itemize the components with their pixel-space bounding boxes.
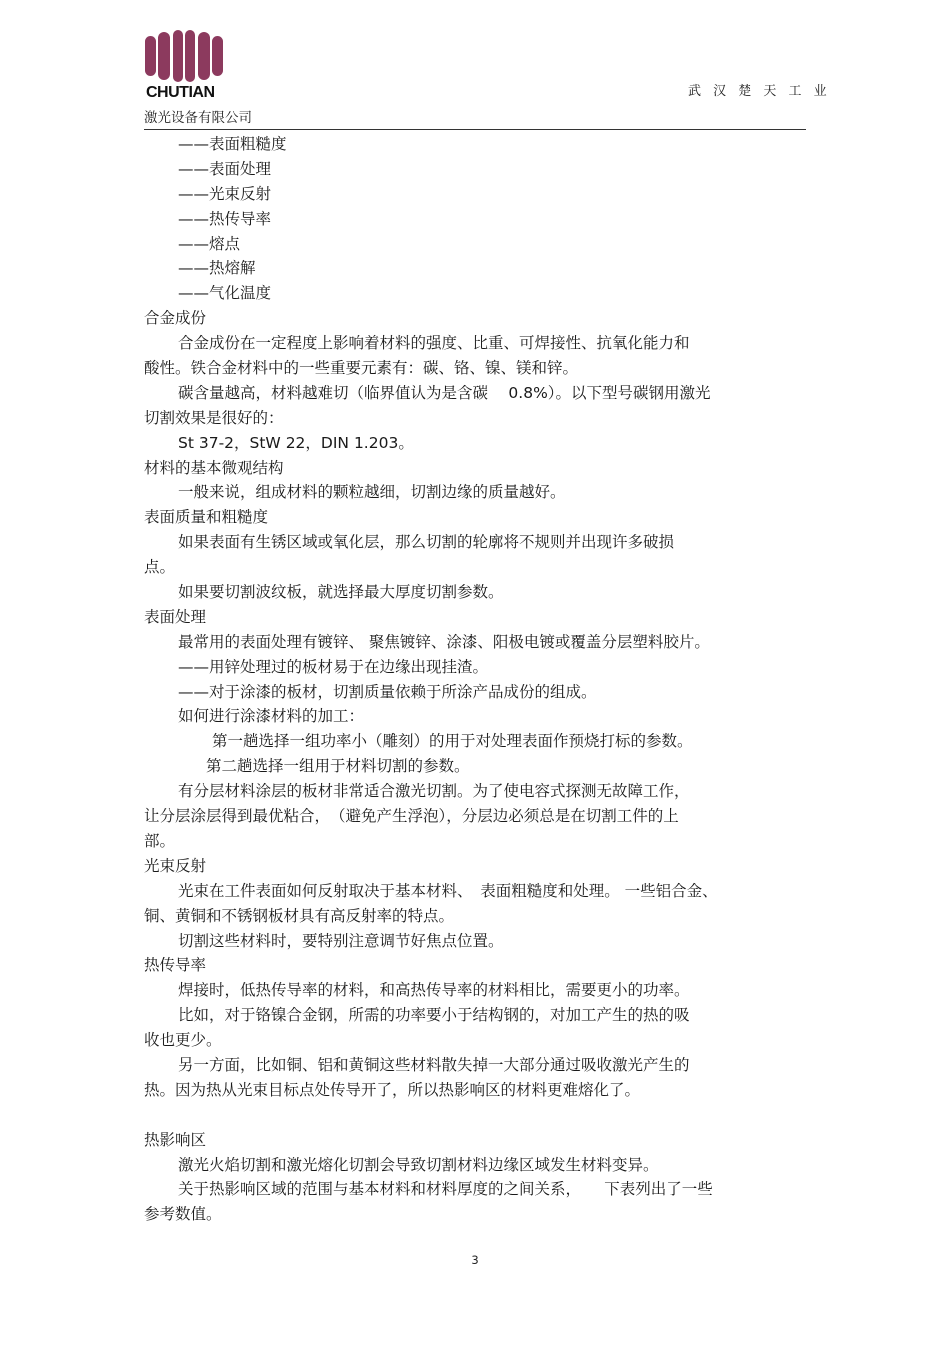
paragraph-line: 合金成份在一定程度上影响着材料的强度、比重、可焊接性、抗氧化能力和 — [178, 334, 690, 353]
chutian-logo — [144, 30, 224, 84]
paragraph-line: 第一趟选择一组功率小（雕刻）的用于对处理表面作预烧打标的参数。 — [212, 732, 693, 751]
paragraph-line: 如果表面有生锈区域或氧化层，那么切割的轮廓将不规则并出现许多破损 — [178, 533, 675, 552]
paragraph-line: 收也更少。 — [144, 1031, 222, 1050]
paragraph-line: 铜、黄铜和不锈钢板材具有高反射率的特点。 — [144, 906, 455, 925]
paragraph-line: 关于热影响区域的范围与基本材料和材料厚度的之间关系， 下表列出了一些 — [178, 1180, 713, 1199]
logo-mark-icon — [144, 30, 224, 84]
list-item: ——对于涂漆的板材，切割质量依赖于所涂产品成份的组成。 — [178, 682, 597, 701]
section-heading: 热影响区 — [144, 1130, 207, 1149]
blank-line — [144, 1103, 809, 1128]
page-number: 3 — [471, 1253, 479, 1267]
list-item: ——用锌处理过的板材易于在边缘出现挂渣。 — [178, 657, 489, 676]
section-heading: 热传导率 — [144, 956, 207, 975]
list-item: ——表面粗糙度 — [178, 135, 287, 153]
paragraph-line: 热。因为热从光束目标点处传导开了，所以热影响区的材料更难熔化了。 — [144, 1080, 641, 1099]
paragraph-line: 光束在工件表面如何反射取决于基本材料、 表面粗糙度和处理。 一些铝合金、 — [178, 881, 718, 900]
company-name-right: 武 汉 楚 天 工 业 — [688, 84, 831, 99]
paragraph-line: 如何进行涂漆材料的加工： — [178, 707, 365, 726]
logo-brand-text: CHUTIAN — [146, 84, 215, 101]
list-item: ——表面处理 — [178, 159, 272, 178]
paragraph-line: 第二趟选择一组用于材料切割的参数。 — [206, 757, 470, 776]
paragraph-line: 切割这些材料时，要特别注意调节好焦点位置。 — [178, 931, 504, 950]
list-item: ——热传导率 — [178, 209, 272, 228]
list-item: ——气化温度 — [178, 284, 272, 303]
list-item: ——光束反射 — [178, 184, 272, 203]
paragraph-line: 让分层涂层得到最优粘合， （避免产生浮泡），分层边必须总是在切割工件的上 — [144, 807, 679, 826]
paragraph-line: 最常用的表面处理有镀锌、 聚焦镀锌、涂漆、阳极电镀或覆盖分层塑料胶片。 — [178, 632, 710, 651]
paragraph-line: 一般来说，组成材料的颗粒越细，切割边缘的质量越好。 — [178, 483, 566, 502]
paragraph-line: 激光火焰切割和激光熔化切割会导致切割材料边缘区域发生材料变异。 — [178, 1155, 659, 1174]
company-subtitle: 激光设备有限公司 — [144, 110, 252, 126]
paragraph-line: 有分层材料涂层的板材非常适合激光切割。为了使电容式探测无故障工作， — [178, 782, 690, 801]
paragraph-line: 酸性。铁合金材料中的一些重要元素有：碳、铬、镍、镁和锌。 — [144, 359, 579, 378]
paragraph-line: 比如，对于铬镍合金钢，所需的功率要小于结构钢的，对加工产生的热的吸 — [178, 1006, 690, 1025]
section-heading: 合金成份 — [144, 309, 207, 328]
paragraph-line: 焊接时，低热传导率的材料，和高热传导率的材料相比，需要更小的功率。 — [178, 981, 690, 1000]
paragraph-line: St 37-2，StW 22，DIN 1.203。 — [178, 433, 414, 452]
section-heading: 材料的基本微观结构 — [144, 458, 284, 477]
section-heading: 表面质量和粗糙度 — [144, 508, 269, 527]
paragraph-line: 切割效果是很好的： — [144, 408, 284, 427]
list-item: ——热熔解 — [178, 259, 256, 278]
document-body — [144, 132, 809, 1227]
paragraph-line: 部。 — [144, 831, 176, 850]
section-heading: 表面处理 — [144, 607, 207, 626]
list-item: ——熔点 — [178, 234, 241, 253]
header-divider — [144, 129, 806, 130]
paragraph-line: 点。 — [144, 558, 176, 577]
paragraph-line: 参考数值。 — [144, 1205, 222, 1224]
paragraph-line: 碳含量越高，材料越难切（临界值认为是含碳 0.8%）。以下型号碳钢用激光 — [178, 383, 711, 402]
section-heading: 光束反射 — [144, 856, 207, 875]
paragraph-line: 另一方面，比如铜、铝和黄铜这些材料散失掉一大部分通过吸收激光产生的 — [178, 1055, 690, 1074]
paragraph-line: 如果要切割波纹板，就选择最大厚度切割参数。 — [178, 583, 504, 602]
